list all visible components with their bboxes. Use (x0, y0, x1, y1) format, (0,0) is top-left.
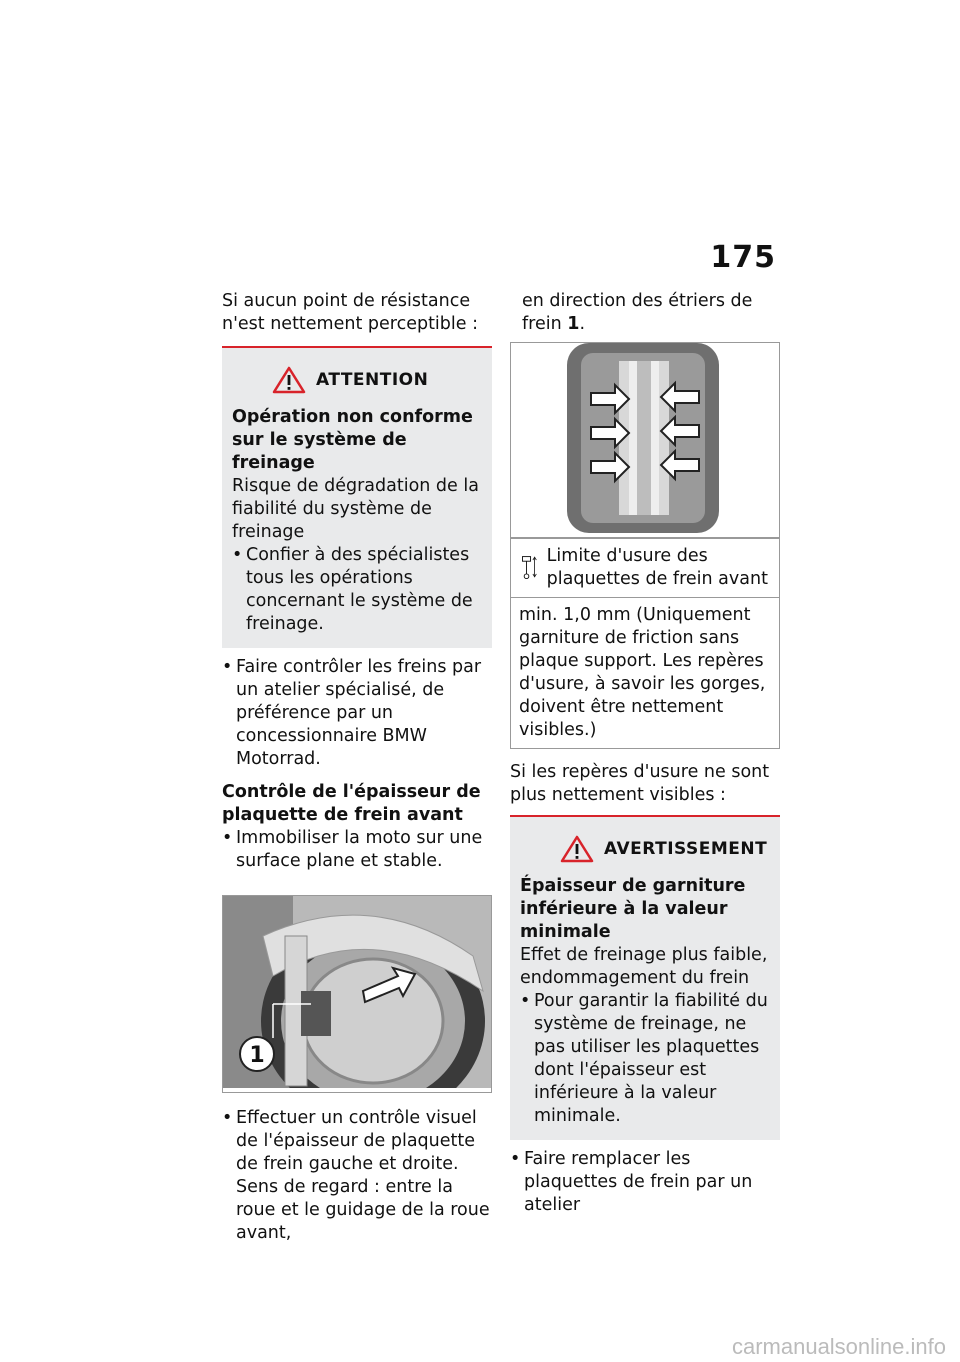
attention-heading: Opération non conforme sur le système de freinage (232, 407, 473, 473)
wear-limit-spec (510, 538, 780, 749)
right-continuation (510, 290, 780, 336)
left-column (222, 290, 492, 1245)
warning-triangle-icon (272, 366, 306, 394)
warning-heading: Épaisseur de garniture inférieure à la valeur minimale (520, 876, 746, 942)
motorcycle-wheel-image (223, 896, 492, 1088)
brake-caliper-image (511, 343, 779, 533)
attention-title-row (232, 366, 482, 394)
continuation-text: en direction des étriers de frein (522, 291, 753, 334)
spec-title: Limite d'usure des plaquettes de frein avant (546, 546, 768, 589)
left-bullet-1: • Faire contrôler les freins par un atelier spécialisé, de préférence par un concessionnaire BMW Motorrad. (222, 656, 492, 771)
warning-box (510, 815, 780, 1140)
warning-title-row (520, 835, 770, 863)
warning-bullet: • Pour garantir la fiabilité du système de freinage, ne pas utiliser les plaquettes dont l'épaisseur est inférieure à la valeur minimale. (520, 990, 770, 1128)
left-bullet-2: • Immobiliser la moto sur une surface plane et stable. (222, 827, 492, 873)
page-number: 175 (710, 240, 776, 275)
attention-box (222, 346, 492, 648)
right-bullet-1: • Faire remplacer les plaquettes de frein par un atelier (510, 1148, 780, 1217)
spec-header (511, 539, 779, 598)
warning-triangle-icon (560, 835, 594, 863)
right-column (510, 290, 780, 1217)
photo-label: 1 (249, 1043, 265, 1068)
brake-caliper-photo (510, 342, 780, 538)
spec-value: min. 1,0 mm (Uniquement garniture de friction sans plaque support. Les repères d'usure, à savoir les gorges, doivent être nettement visibles.) (519, 605, 766, 740)
continuation-ref: 1 (567, 314, 580, 334)
caliper-gauge-icon (519, 545, 539, 589)
attention-bullet: • Confier à des spécialistes tous les opérations concernant le système de freinage. (232, 544, 482, 636)
right-intro: Si les repères d'usure ne sont plus nettement visibles : (510, 762, 770, 805)
watermark: carmanualsonline.info (731, 1334, 946, 1359)
section-heading: Contrôle de l'épaisseur de plaquette de frein avant (222, 782, 481, 825)
motorcycle-wheel-photo (222, 895, 492, 1093)
warning-text: Effet de freinage plus faible, endommagement du frein (520, 945, 768, 988)
left-bullet-3: • Effectuer un contrôle visuel de l'épaisseur de plaquette de frein gauche et droite. Sens de regard : entre la roue et le guidage de la roue avant, (222, 1107, 492, 1245)
attention-text: Risque de dégradation de la fiabilité du système de freinage (232, 476, 479, 542)
continuation-period: . (579, 314, 586, 334)
attention-title: ATTENTION (316, 370, 429, 390)
warning-title: AVERTISSEMENT (604, 839, 768, 859)
left-intro: Si aucun point de résistance n'est nettement perceptible : (222, 291, 478, 334)
